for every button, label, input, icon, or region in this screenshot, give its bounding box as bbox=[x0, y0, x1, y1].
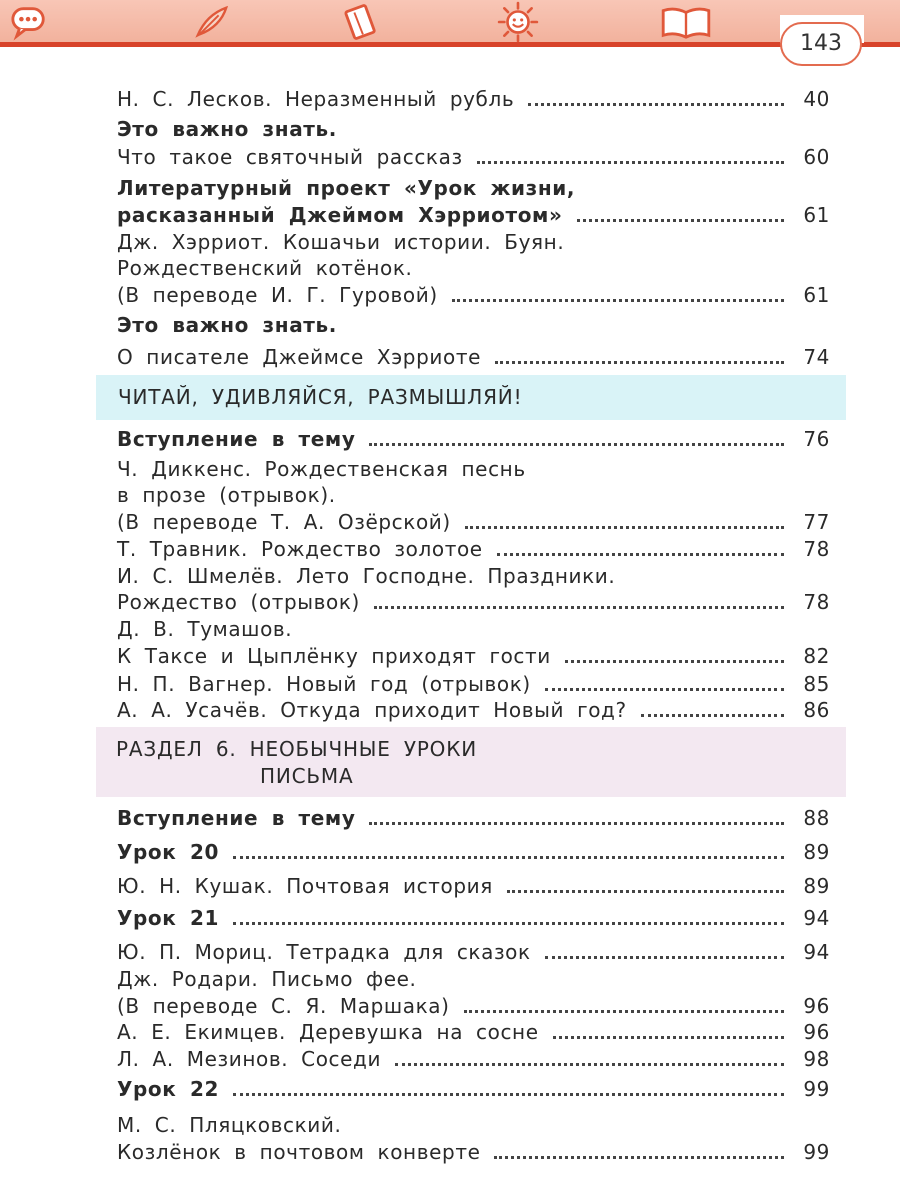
page-number: 143 bbox=[780, 22, 862, 66]
toc-entry-line[interactable] bbox=[117, 455, 830, 481]
entry-page: 78 bbox=[803, 590, 830, 614]
entry-title: И. С. Шмелёв. Лето Господне. Праздники. bbox=[117, 564, 616, 588]
entry-title: Ю. Н. Кушак. Почтовая история bbox=[117, 874, 493, 898]
dot-leader bbox=[233, 1093, 784, 1096]
entry-page: 78 bbox=[803, 537, 830, 561]
header-band bbox=[0, 0, 900, 47]
toc-entry[interactable] bbox=[117, 281, 830, 307]
toc-entry[interactable] bbox=[117, 872, 830, 898]
dot-leader bbox=[497, 553, 784, 556]
book-icon bbox=[342, 3, 380, 41]
dot-leader bbox=[565, 660, 784, 663]
toc-entry[interactable] bbox=[117, 343, 830, 369]
entry-title: Дж. Родари. Письмо фее. bbox=[117, 967, 417, 991]
entry-title: Что такое святочный рассказ bbox=[117, 145, 463, 169]
dot-leader bbox=[577, 219, 784, 222]
entry-page: 96 bbox=[803, 994, 830, 1018]
toc-entry[interactable] bbox=[117, 992, 830, 1018]
toc-entry[interactable] bbox=[117, 642, 830, 668]
entry-title: Д. В. Тумашов. bbox=[117, 617, 293, 641]
entry-page: 86 bbox=[803, 698, 830, 722]
toc-entry[interactable] bbox=[117, 508, 830, 534]
dot-leader bbox=[495, 361, 784, 364]
dot-leader bbox=[233, 922, 784, 925]
toc-entry[interactable] bbox=[117, 670, 830, 696]
entry-page: 89 bbox=[803, 874, 830, 898]
entry-page: 99 bbox=[803, 1077, 830, 1101]
dot-leader bbox=[233, 856, 784, 859]
entry-title: Это важно знать. bbox=[117, 313, 337, 337]
dot-leader bbox=[395, 1063, 784, 1066]
toc-entry[interactable] bbox=[117, 85, 830, 111]
section-title: ЧИТАЙ, УДИВЛЯЙСЯ, РАЗМЫШЛЯЙ! bbox=[118, 385, 523, 409]
entry-title: (В переводе Т. А. Озёрской) bbox=[117, 510, 451, 534]
toc-entry[interactable] bbox=[117, 696, 830, 722]
entry-title: Урок 21 bbox=[117, 906, 220, 930]
toc-entry[interactable] bbox=[117, 804, 830, 830]
toc-entry-line[interactable] bbox=[117, 562, 830, 588]
entry-page: 61 bbox=[803, 283, 830, 307]
entry-title: Урок 20 bbox=[117, 840, 220, 864]
dot-leader bbox=[464, 1010, 784, 1013]
entry-title: Рождественский котёнок. bbox=[117, 256, 413, 280]
toc-entry[interactable] bbox=[117, 1045, 830, 1071]
entry-title: Козлёнок в почтовом конверте bbox=[117, 1140, 481, 1164]
toc-subheading bbox=[117, 311, 830, 337]
dot-leader bbox=[477, 161, 784, 164]
toc-entry[interactable] bbox=[117, 938, 830, 964]
entry-title: К Таксе и Цыплёнку приходят гости bbox=[117, 644, 551, 668]
toc-entry-line[interactable] bbox=[117, 254, 830, 280]
entry-title: Вступление в тему bbox=[117, 806, 356, 830]
dot-leader bbox=[369, 822, 784, 825]
toc-entry[interactable] bbox=[117, 838, 830, 864]
speech-bubble-icon bbox=[10, 3, 48, 41]
dot-leader bbox=[545, 688, 784, 691]
toc-entry-line[interactable] bbox=[117, 615, 830, 641]
entry-title: (В переводе С. Я. Маршака) bbox=[117, 994, 450, 1018]
entry-title: А. А. Усачёв. Откуда приходит Новый год? bbox=[117, 698, 627, 722]
toc-entry-line[interactable] bbox=[117, 228, 830, 254]
entry-title: Ю. П. Мориц. Тетрадка для сказок bbox=[117, 940, 531, 964]
dot-leader bbox=[369, 443, 784, 446]
entry-title: Н. П. Вагнер. Новый год (отрывок) bbox=[117, 672, 531, 696]
toc-entry-line[interactable] bbox=[117, 174, 830, 200]
dot-leader bbox=[528, 103, 784, 106]
dot-leader bbox=[641, 714, 784, 717]
entry-page: 74 bbox=[803, 345, 830, 369]
open-book-icon bbox=[658, 3, 714, 41]
dot-leader bbox=[494, 1156, 784, 1159]
entry-title: расказанный Джеймом Хэрриотом» bbox=[117, 203, 563, 227]
entry-title: Ч. Диккенс. Рождественская песнь bbox=[117, 457, 526, 481]
entry-title: Рождество (отрывок) bbox=[117, 590, 360, 614]
toc-entry[interactable] bbox=[117, 904, 830, 930]
entry-title: А. Е. Екимцев. Деревушка на сосне bbox=[117, 1020, 539, 1044]
dot-leader bbox=[374, 606, 784, 609]
entry-page: 77 bbox=[803, 510, 830, 534]
entry-title: Литературный проект «Урок жизни, bbox=[117, 176, 576, 200]
feather-icon bbox=[192, 3, 230, 41]
entry-page: 60 bbox=[803, 145, 830, 169]
toc-entry[interactable] bbox=[117, 201, 830, 227]
toc-entry-line[interactable] bbox=[117, 1111, 830, 1137]
entry-page: 88 bbox=[803, 806, 830, 830]
entry-page: 40 bbox=[803, 87, 830, 111]
section-title-line-1: РАЗДЕЛ 6. НЕОБЫЧНЫЕ УРОКИ bbox=[116, 737, 477, 761]
toc-subheading bbox=[117, 115, 830, 141]
toc-entry[interactable] bbox=[117, 143, 830, 169]
section-header-part-6 bbox=[96, 727, 846, 797]
toc-entry[interactable] bbox=[117, 1138, 830, 1164]
entry-page: 76 bbox=[803, 427, 830, 451]
toc-entry[interactable] bbox=[117, 1018, 830, 1044]
dot-leader bbox=[545, 956, 784, 959]
section-header-read-wonder bbox=[96, 375, 846, 420]
entry-title: Вступление в тему bbox=[117, 427, 356, 451]
entry-title: Урок 22 bbox=[117, 1077, 220, 1101]
entry-page: 94 bbox=[803, 906, 830, 930]
entry-title: Это важно знать. bbox=[117, 117, 337, 141]
toc-entry-line[interactable] bbox=[117, 481, 830, 507]
dot-leader bbox=[465, 526, 784, 529]
entry-title: в прозе (отрывок). bbox=[117, 483, 336, 507]
toc-entry[interactable] bbox=[117, 425, 830, 451]
entry-page: 61 bbox=[803, 203, 830, 227]
entry-page: 98 bbox=[803, 1047, 830, 1071]
sun-icon bbox=[497, 1, 539, 43]
toc-entry[interactable] bbox=[117, 535, 830, 561]
dot-leader bbox=[553, 1036, 784, 1039]
entry-page: 96 bbox=[803, 1020, 830, 1044]
entry-page: 99 bbox=[803, 1140, 830, 1164]
toc-entry[interactable] bbox=[117, 1075, 830, 1101]
entry-page: 82 bbox=[803, 644, 830, 668]
entry-title: Дж. Хэрриот. Кошачьи истории. Буян. bbox=[117, 230, 565, 254]
toc-entry[interactable] bbox=[117, 588, 830, 614]
entry-title: Л. А. Мезинов. Соседи bbox=[117, 1047, 382, 1071]
entry-page: 94 bbox=[803, 940, 830, 964]
entry-title: Т. Травник. Рождество золотое bbox=[117, 537, 483, 561]
toc-entry-line[interactable] bbox=[117, 965, 830, 991]
entry-title: (В переводе И. Г. Гуровой) bbox=[117, 283, 438, 307]
entry-title: Н. С. Лесков. Неразменный рубль bbox=[117, 87, 515, 111]
entry-title: О писателе Джеймсе Хэрриоте bbox=[117, 345, 481, 369]
entry-title: М. С. Пляцковский. bbox=[117, 1113, 342, 1137]
section-title-line-2: ПИСЬМА bbox=[260, 764, 354, 788]
entry-page: 89 bbox=[803, 840, 830, 864]
dot-leader bbox=[507, 890, 784, 893]
dot-leader bbox=[452, 299, 784, 302]
entry-page: 85 bbox=[803, 672, 830, 696]
